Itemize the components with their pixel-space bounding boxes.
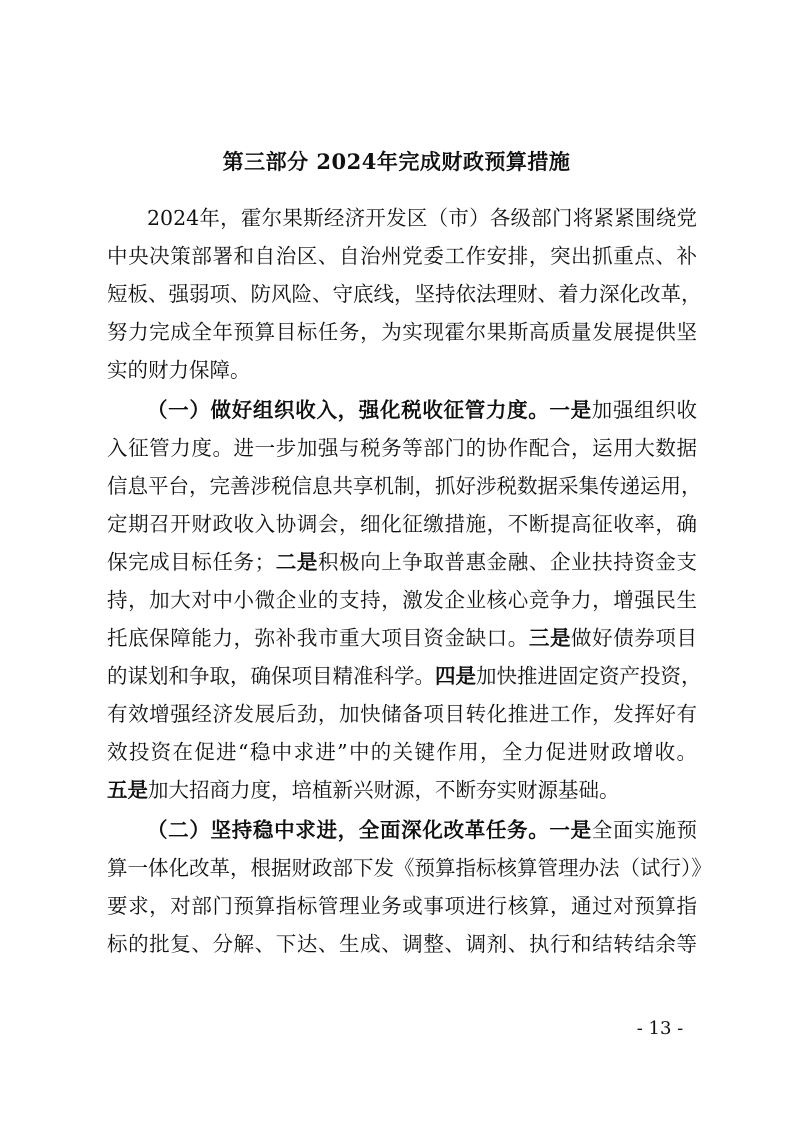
- text-run: 做好债券项目: [571, 626, 698, 650]
- text-line: [107, 434, 697, 462]
- text-line: [107, 700, 697, 728]
- text-run: 全面实施预: [591, 818, 698, 842]
- text-run: 加大招商力度，培植新兴财源，不断夯实财源基础。: [148, 778, 620, 802]
- text-line: [107, 280, 702, 308]
- text-run: 积极向上争取普惠金融、企业扶持资金支: [317, 550, 698, 574]
- text-line: [147, 396, 697, 424]
- bold-text-run: 二是: [275, 550, 318, 574]
- text-run: 信息平台，完善涉税信息共享机制，抓好涉税数据采集传递运用，: [107, 474, 702, 498]
- bold-text-run: 三是: [528, 626, 572, 650]
- text-line: [107, 930, 697, 958]
- text-run: 效投资在促进“稳中求进”中的关键作用，全力促进财政增收。: [107, 740, 697, 764]
- text-run: 入征管力度。进一步加强与税务等部门的协作配合，运用大数据: [107, 436, 697, 460]
- bold-text-run: 一是: [549, 398, 592, 422]
- text-line: [147, 816, 697, 844]
- text-run: 托底保障能力，弥补我市重大项目资金缺口。: [107, 626, 529, 650]
- text-line: [107, 472, 702, 500]
- bold-text-run: 一是: [549, 818, 592, 842]
- text-run: 保完成目标任务；: [107, 550, 276, 574]
- bold-text-run: 四是: [435, 664, 476, 688]
- text-run: 2024年，霍尔果斯经济开发区（市）各级部门将紧紧围绕党: [147, 206, 697, 230]
- text-run: 加强组织收: [591, 398, 698, 422]
- text-run: 持，加大对中小微企业的支持，激发企业核心竞争力，增强民生: [107, 588, 697, 612]
- text-run: 要求，对部门预算指标管理业务或事项进行核算，通过对预算指: [107, 894, 697, 918]
- text-run: 的谋划和争取，确保项目精准科学。: [107, 664, 435, 688]
- text-line: [107, 854, 712, 882]
- text-line: [107, 776, 697, 804]
- text-run: 努力完成全年预算目标任务，为实现霍尔果斯高质量发展提供坚: [107, 320, 697, 344]
- text-line: [107, 586, 697, 614]
- text-line: [107, 356, 697, 384]
- text-line: [107, 738, 697, 766]
- bold-text-run: 五是: [107, 778, 148, 802]
- bold-text-run: （二）坚持稳中求进，全面深化改革任务。: [147, 818, 550, 842]
- text-run: 有效增强经济发展后劲，加快储备项目转化推进工作，发挥好有: [107, 702, 697, 726]
- text-run: 标的批复、分解、下达、生成、调整、调剂、执行和结转结余等: [107, 932, 697, 956]
- text-run: 加快推进固定资产投资，: [476, 664, 702, 688]
- page-title: 第三部分 2024年完成财政预算措施: [222, 149, 571, 174]
- text-line: [107, 662, 702, 690]
- text-run: 定期召开财政收入协调会，细化征缴措施，不断提高征收率，确: [107, 512, 697, 536]
- text-line: [107, 624, 697, 652]
- text-run: 实的财力保障。: [107, 358, 251, 382]
- text-line: [107, 548, 697, 576]
- text-line: [107, 892, 697, 920]
- text-run: 中央决策部署和自治区、自治州党委工作安排，突出抓重点、补: [107, 244, 697, 268]
- text-line: [107, 318, 697, 346]
- page-number: - 13 -: [636, 1018, 684, 1039]
- text-run: 算一体化改革，根据财政部下发《预算指标核算管理办法（试行）》: [107, 856, 712, 880]
- bold-text-run: （一）做好组织收入，强化税收征管力度。: [147, 398, 550, 422]
- text-line: [147, 204, 697, 232]
- text-line: [107, 510, 697, 538]
- text-line: [107, 242, 697, 270]
- text-run: 短板、强弱项、防风险、守底线，坚持依法理财、着力深化改革，: [107, 282, 702, 306]
